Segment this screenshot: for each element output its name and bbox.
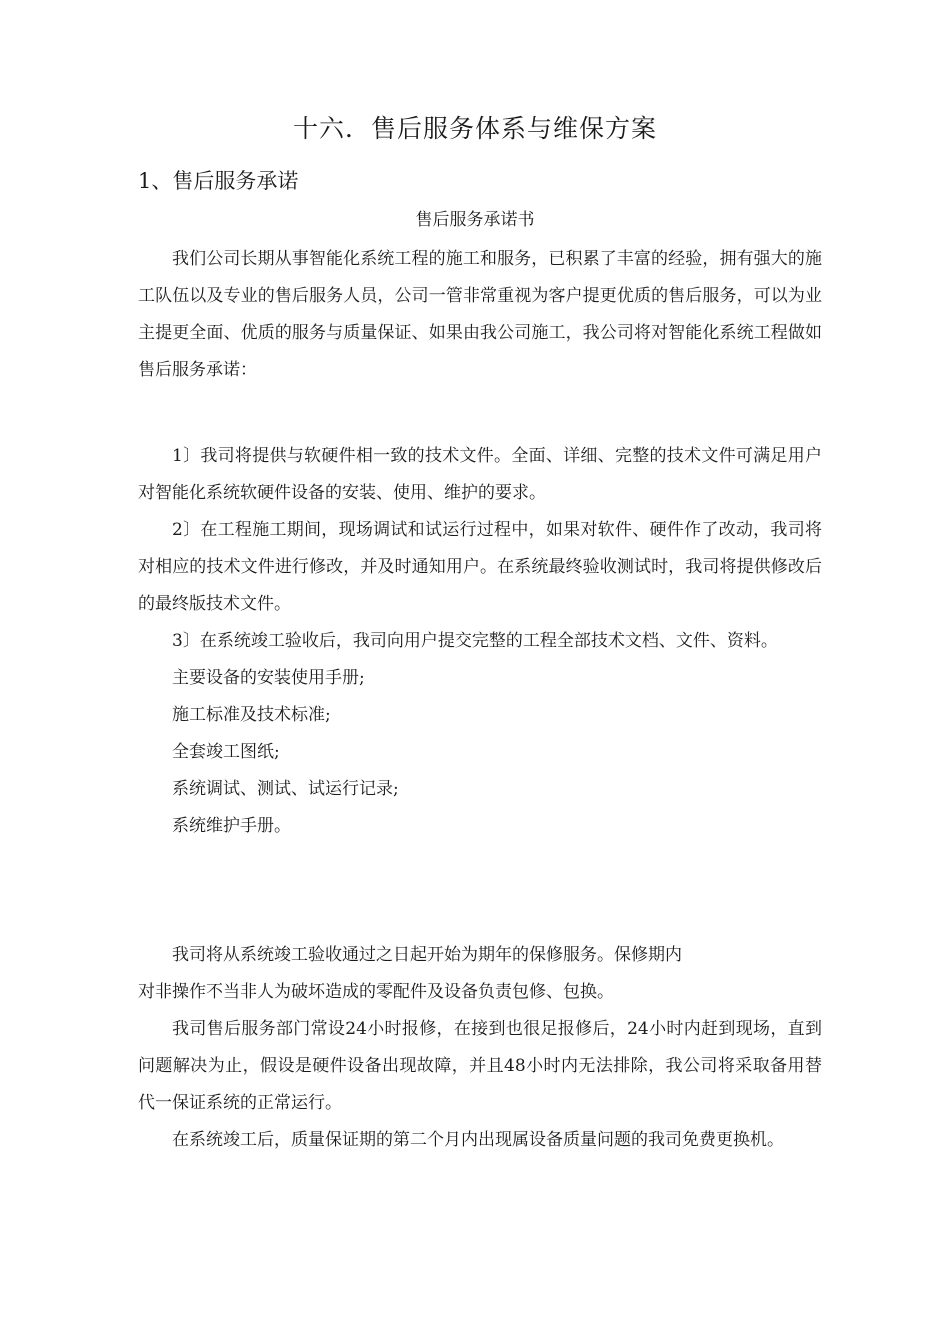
commitment-item-1: 1〕我司将提供与软硬件相一致的技术文件。全面、详细、完整的技术文件可满足用户对智能化系统软硬件设备的安装、使用、维护的要求。 xyxy=(138,446,822,503)
documents-list-item: 系统调试、测试、试运行记录; xyxy=(172,779,399,799)
commitment-items-block xyxy=(138,438,822,845)
page-title: 十六．售后服务体系与维保方案 xyxy=(292,114,657,143)
document-subtitle: 售后服务承诺书 xyxy=(415,210,535,230)
documents-list-item: 施工标准及技术标准; xyxy=(172,705,331,725)
commitment-item-3: 3〕在系统竣工验收后，我司向用户提交完整的工程全部技术文档、文件、资料。 xyxy=(172,631,778,651)
intro-paragraph: 我们公司长期从事智能化系统工程的施工和服务，已积累了丰富的经验，拥有强大的施工队伍以及专业的售后服务人员，公司一管非常重视为客户提更优质的售后服务，可以为业主提更全面、优质的服务与质量保证、如果由我公司施工，我公司将对智能化系统工程做如售后服务承诺： xyxy=(138,249,822,380)
service-paragraph: 我司售后服务部门常设24小时报修，在接到也很足报修后，24小时内赶到现场，直到问题解决为止，假设是硬件设备出现故障，并且48小时内无法排除，我公司将采取备用替代一保证系统的正常运行。 xyxy=(138,1019,822,1113)
warranty-line-2: 对非操作不当非人为破坏造成的零配件及设备负责包修、包换。 xyxy=(138,982,614,1002)
documents-list-item: 系统维护手册。 xyxy=(172,816,291,836)
documents-list-item: 主要设备的安装使用手册; xyxy=(172,668,365,688)
documents-list-item: 全套竣工图纸; xyxy=(172,742,280,762)
section-heading: 1、售后服务承诺 xyxy=(138,169,299,193)
commitment-item-2: 2〕在工程施工期间，现场调试和试运行过程中，如果对软件、硬件作了改动，我司将对相应的技术文件进行修改，并及时通知用户。在系统最终验收测试时，我司将提供修改后的最终版技术文件。 xyxy=(138,520,822,614)
replacement-paragraph: 在系统竣工后，质量保证期的第二个月内出现属设备质量问题的我司免费更换机。 xyxy=(172,1130,784,1150)
intro-block xyxy=(138,241,822,389)
warranty-block xyxy=(138,937,822,1159)
warranty-line-1: 我司将从系统竣工验收通过之日起开始为期年的保修服务。保修期内 xyxy=(172,945,682,965)
